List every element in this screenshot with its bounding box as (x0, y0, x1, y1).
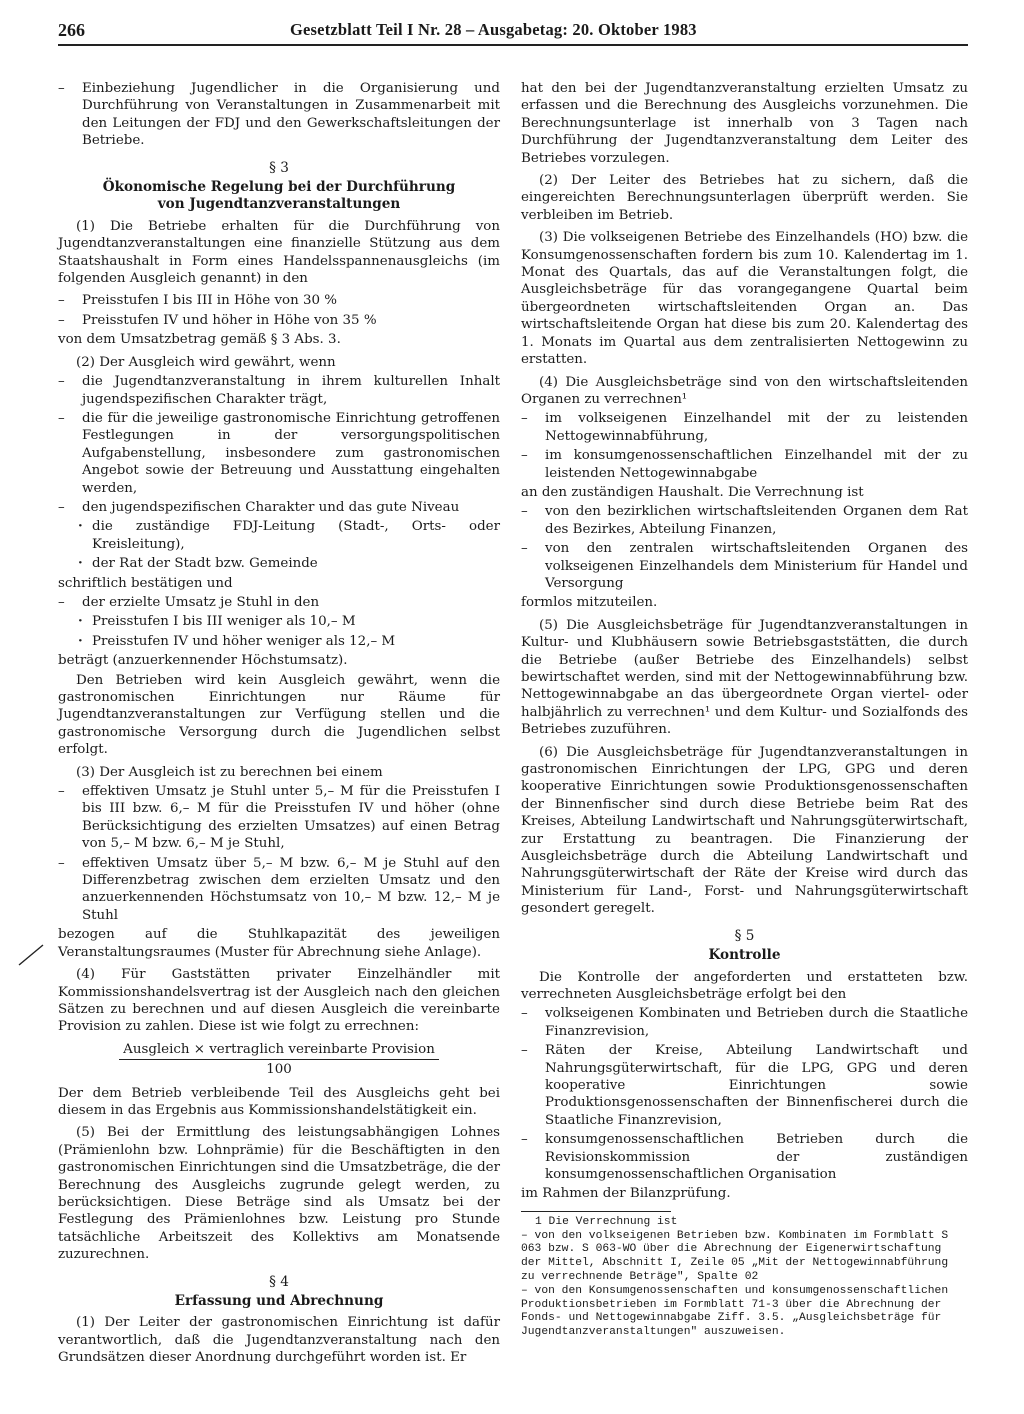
footnote-line: – von den volkseigenen Betrieben bzw. Kombinaten im Formblatt S 063 bzw. S 063-WO über die Abrechnung der Eigenerwirtschaftung der Mittel, Abschnitt I, Zeile 05 „Mit der Nettogewinnabführung zu verrechnende Beträge", Spalte 02 (521, 1229, 949, 1283)
margin-stroke-mark (17, 943, 45, 967)
paragraph-3-2: (2) Der Ausgleich wird gewährt, wenn (76, 354, 336, 370)
paragraph-4-5: (5) Die Ausgleichsbeträge für Jugendtanzveranstaltungen in Kultur- und Klubhäusern sowie Betriebsgaststätten, die durch die Betriebe (außer Betriebe des Einzelhandels) selbst bewirtschaftet werden, sind mit der Nettogewinnabführung bzw. Nettogewinnabgabe an das übergeordnete Organ viertel- oder halbjährlich zu verrechnen¹ und dem Kultur- und Sozialfonds des Betriebes zuzuführen. (521, 617, 968, 738)
footnote-line: 1 Die Verrechnung ist (535, 1215, 678, 1228)
left-column (58, 80, 500, 1372)
paragraph-3-2-end: beträgt (anzuerkennender Höchstumsatz). (58, 653, 348, 669)
list-item: – im volkseigenen Einzelhandel mit der zu leistenden Nettogewinnabführung, (521, 410, 968, 445)
section-5-number: § 5 (734, 927, 755, 944)
list-item: – den jugendspezifischen Charakter und das gute Niveau (58, 499, 500, 516)
paragraph-5-end: im Rahmen der Bilanzprüfung. (521, 1186, 731, 1202)
section-3-number: § 3 (269, 159, 289, 176)
section-4-number: § 4 (269, 1273, 289, 1290)
page-number: 266 (58, 20, 85, 40)
list-item: – im konsumgenossenschaftlichen Einzelhandel mit der zu leistenden Nettogewinnabgabe (521, 447, 968, 482)
paragraph-4-4-end: formlos mitzuteilen. (521, 595, 658, 611)
paragraph-3-5: (5) Bei der Ermittlung des leistungsabhängigen Lohnes (Prämienlohn bzw. Lohnprämie) für die Beschäftigten in den gastronomischen Einrichtungen sind die Umsatzbeträge, die der Berechnung des Ausgleichs zugrunde gelegt werden, zu berücksichtigen. Diese Beträge sind als Umsatz bei der Festlegung des Prämienlohnes bzw. Leistung pro Stunde tatsächliche Arbeitszeit des Kollektivs am Monatsende zuzurechnen. (58, 1125, 500, 1263)
gazette-title: Gesetzblatt Teil I Nr. 28 – Ausgabetag: 20. Oktober 1983 (290, 20, 697, 39)
paragraph-4-1: (1) Der Leiter der gastronomischen Einrichtung ist dafür verantwortlich, daß die Jugendtanzveranstaltung nach den Grundsätzen dieser Anordnung durchgeführt worden ist. Er (58, 1315, 500, 1366)
paragraph-3-1: (1) Die Betriebe erhalten für die Durchführung von Jugendtanzveranstaltungen eine finanzielle Stützung aus dem Staatshaushalt in Form eines Handelsspannenausgleichs (im folgenden Ausgleich genannt) in den (58, 218, 500, 287)
list-item: – Preisstufen IV und höher in Höhe von 35 % (58, 312, 500, 329)
footnote (521, 1216, 968, 1340)
list-item: – Preisstufen I bis III in Höhe von 30 % (58, 292, 500, 309)
paragraph-4-3: (3) Die volkseigenen Betriebe des Einzelhandels (HO) bzw. die Konsumgenossenschaften fordern bis zum 10. Kalendertag im 1. Monat des Quartals, das auf die Veranstaltungen folgt, die Ausgleichsbeträge für das vorangegangene Quartal beim übergeordneten wirtschaftsleitenden Organ an. Das wirtschaftsleitende Organ hat diese bis zum 20. Kalendertag des 1. Monats im Quartal aus dem zentralisierten Nettogewinn zu erstatten. (521, 230, 968, 368)
section-3-title-line1: Ökonomische Regelung bei der Durchführung (102, 179, 456, 196)
sub-list-item: · Preisstufen IV und höher weniger als 12,– M (58, 633, 500, 650)
page-header (58, 14, 968, 44)
paragraph-4-4-mid: an den zuständigen Haushalt. Die Verrechnung ist (521, 484, 864, 500)
list-item: – Einbeziehung Jugendlicher in die Organisierung und Durchführung von Veranstaltungen in Zusammenarbeit mit den Leitungen der FDJ und den Gewerkschaftsleitungen der Betriebe. (58, 80, 500, 150)
paragraph-3-4-end: Der dem Betrieb verbleibende Teil des Ausgleichs geht bei diesem in das Ergebnis aus Kommissionshandelstätigkeit ein. (58, 1085, 500, 1118)
list-item: – konsumgenossenschaftlichen Betrieben durch die Revisionskommission der zuständigen konsumgenossenschaftlichen Organisation (521, 1131, 968, 1183)
section-4-title: Erfassung und Abrechnung (174, 1293, 384, 1309)
header-rule (58, 44, 968, 46)
paragraph-4-1-continued: hat den bei der Jugendtanzveranstaltung erzielten Umsatz zu erfassen und die Berechnung des Ausgleichs vorzunehmen. Die Berechnungsunterlage ist innerhalb von 3 Tagen nach Durchführung der Jugendtanzveranstaltung dem Leiter des Betriebes vorzulegen. (521, 81, 968, 166)
section-5-title: Kontrolle (708, 947, 781, 964)
section-3-title-line2: von Jugendtanzveranstaltungen (157, 196, 401, 213)
sub-list-item: · der Rat der Stadt bzw. Gemeinde (58, 555, 500, 572)
footnote-line: – von den Konsumgenossenschaften und konsumgenossenschaftlichen Produktionsbetrieben im Formblatt 71-3 über die Abrechnung der Fonds- und Nettogewinnabgabe Ziff. 3.5. „Ausgleichsbeträge für Jugendtanzveranstaltungen" auszuweisen. (521, 1284, 949, 1339)
right-column (521, 80, 968, 1340)
list-item: – effektiven Umsatz je Stuhl unter 5,– M für die Preisstufen I bis III bzw. 6,– M für die Preisstufen IV und höher (ohne Berücksichtigung des erzielten Umsatzes) auf einen Betrag von 5,– M bzw. 6,– M je Stuhl, (58, 783, 500, 853)
list-item: – die Jugendtanzveranstaltung in ihrem kulturellen Inhalt jugendspezifischen Charakter trägt, (58, 373, 500, 408)
list-item: – von den zentralen wirtschaftsleitenden Organen des volkseigenen Einzelhandels dem Ministerium für Handel und Versorgung (521, 540, 968, 592)
formula-denominator: 100 (266, 1062, 292, 1078)
paragraph-3-2-no-compensation: Den Betrieben wird kein Ausgleich gewährt, wenn die gastronomischen Einrichtungen nur Räume für Jugendtanzveranstaltungen zur Verfügung stellen und die gastronomische Versorgung durch die Jugendlichen selbst erfolgt. (58, 672, 500, 758)
paragraph-3-2-confirm: schriftlich bestätigen und (58, 575, 233, 591)
formula-numerator: Ausgleich × vertraglich vereinbarte Provision (119, 1041, 439, 1060)
paragraph-3-3-end: bezogen auf die Stuhlkapazität des jeweiligen Veranstaltungsraumes (Muster für Abrechnung siehe Anlage). (58, 927, 500, 960)
list-item: – Räten der Kreise, Abteilung Landwirtschaft und Nahrungsgüterwirtschaft, für die LPG, GPG und deren kooperative Einrichtungen sowie Produktionsgenossenschaften der Binnenfischerei durch die Staatliche Finanzrevision, (521, 1042, 968, 1129)
list-item: – von den bezirklichen wirtschaftsleitenden Organen dem Rat des Bezirkes, Abteilung Finanzen, (521, 503, 968, 538)
paragraph-4-6: (6) Die Ausgleichsbeträge für Jugendtanzveranstaltungen in gastronomischen Einrichtungen der LPG, GPG und deren kooperative Einrichtungen sowie Produktionsgenossenschaften der Binnenfischer sind durch diese Betriebe beim Rat des Kreises, Abteilung Landwirtschaft und Nahrungsgüterwirtschaft, zur Erstattung zu beantragen. Die Finanzierung der Ausgleichsbeträge durch die Abteilung Landwirtschaft und Nahrungsgüterwirtschaft der Räte der Kreise wird durch das Ministerium für Land-, Forst- und Nahrungsgüterwirtschaft gesondert geregelt. (521, 744, 968, 917)
paragraph-4-2: (2) Der Leiter des Betriebes hat zu sichern, daß die eingereichten Berechnungsunterlagen überprüft werden. Sie verbleiben im Betrieb. (521, 173, 968, 223)
footnote-rule (521, 1211, 671, 1212)
paragraph-5-intro: Die Kontrolle der angeforderten und erstatteten bzw. verrechneten Ausgleichsbeträge erfolgt bei den (521, 969, 968, 1002)
list-item: – volkseigenen Kombinaten und Betrieben durch die Staatliche Finanzrevision, (521, 1005, 968, 1040)
paragraph-3-1-end: von dem Umsatzbetrag gemäß § 3 Abs. 3. (58, 332, 341, 348)
paragraph-4-4: (4) Die Ausgleichsbeträge sind von den wirtschaftsleitenden Organen zu verrechnen¹ (521, 374, 968, 407)
list-item: – die für die jeweilige gastronomische Einrichtung getroffenen Festlegungen in der versorgungspolitischen Aufgabenstellung, insbesondere zum gastronomischen Angebot sowie der Betreuung und Ausstattung eingehalten werden, (58, 410, 500, 497)
list-item: – der erzielte Umsatz je Stuhl in den (58, 594, 500, 611)
sub-list-item: · die zuständige FDJ-Leitung (Stadt-, Orts- oder Kreisleitung), (58, 518, 500, 553)
list-item: – effektiven Umsatz über 5,– M bzw. 6,– M je Stuhl auf den Differenzbetrag zwischen dem erzielten Umsatz und den anzuerkennenden Höchstumsatz von 10,– M bzw. 12,– M je Stuhl (58, 855, 500, 925)
paragraph-3-4: (4) Für Gaststätten privater Einzelhändler mit Kommissionshandelsvertrag ist der Ausgleich nach den gleichen Sätzen zu berechnen und auf diesen Ausgleich die vereinbarte Provision zu zahlen. Diese ist wie folgt zu errechnen: (58, 967, 500, 1035)
paragraph-3-3: (3) Der Ausgleich ist zu berechnen bei einem (76, 764, 383, 780)
sub-list-item: · Preisstufen I bis III weniger als 10,– M (58, 613, 500, 630)
commission-formula (58, 1041, 500, 1079)
